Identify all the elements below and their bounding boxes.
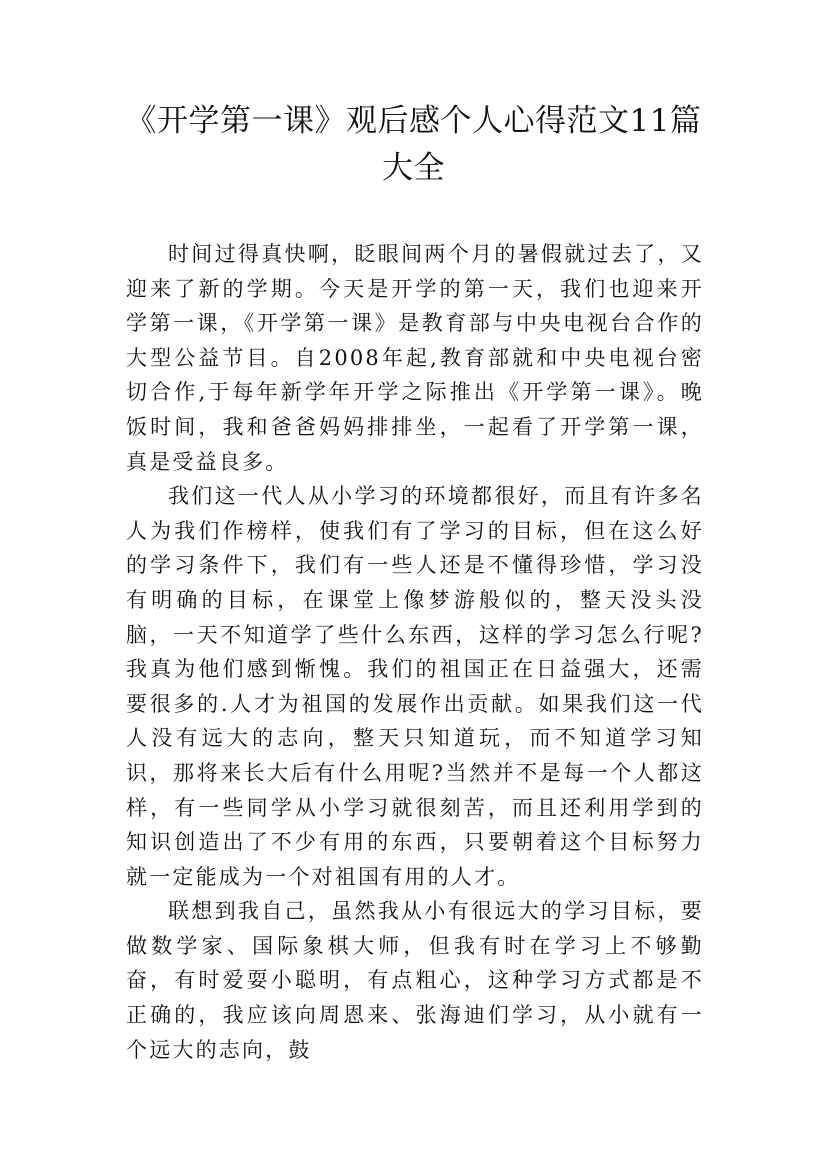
paragraph-3: 联想到我自己，虽然我从小有很远大的学习目标，要做数学家、国际象棋大师，但我有时在学习上不够勤奋，有时爱耍小聪明，有点粗心，这种学习方式都是不正确的，我应该向周恩来、张海迪们学习，从小就有一个远大的志向，鼓 [126, 899, 704, 1062]
paragraph-1: 时间过得真快啊，眨眼间两个月的暑假就过去了，又迎来了新的学期。今天是开学的第一天，我们也迎来开学第一课，《开学第一课》是教育部与中央电视台合作的大型公益节目。自2008年起,教育部就和中央电视台密切合作,于每年新学年开学之际推出《开学第一课》。晚饭时间，我和爸爸妈妈排排坐，一起看了开学第一课，真是受益良多。 [126, 242, 704, 474]
paragraph-2: 我们这一代人从小学习的环境都很好，而且有许多名人为我们作榜样，使我们有了学习的目标，但在这么好的学习条件下，我们有一些人还是不懂得珍惜，学习没有明确的目标，在课堂上像梦游般似的，整天没头没脑，一天不知道学了些什么东西，这样的学习怎么行呢?我真为他们感到惭愧。我们的祖国正在日益强大，还需要很多的.人才为祖国的发展作出贡献。如果我们这一代人没有远大的志向，整天只知道玩，而不知道学习知识，那将来长大后有什么用呢?当然并不是每一个人都这样，有一些同学从小学习就很刻苦，而且还利用学到的知识创造出了不少有用的东西，只要朝着这个目标努力就一定能成为一个对祖国有用的人才。 [126, 484, 704, 889]
document-body [126, 237, 704, 1067]
document-title: 《开学第一课》观后感个人心得范文11篇大全 [125, 103, 702, 186]
